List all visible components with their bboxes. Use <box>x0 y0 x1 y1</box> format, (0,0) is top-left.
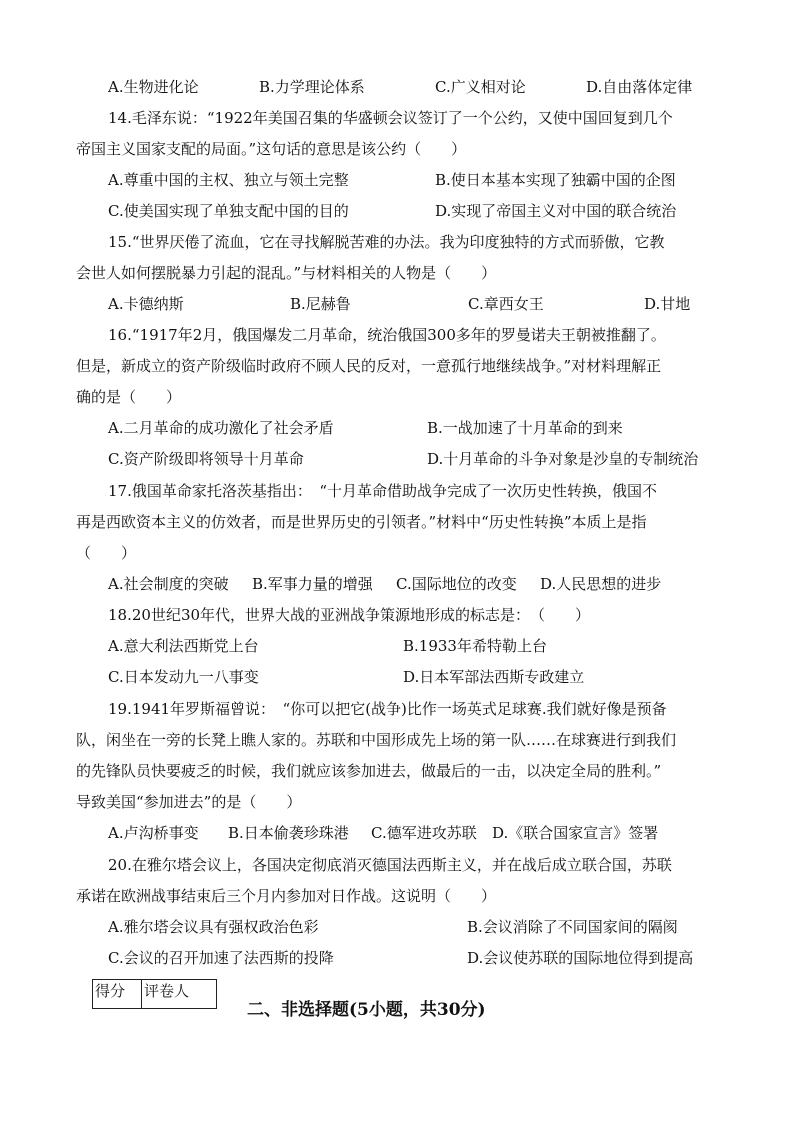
q20-option-a: A.雅尔塔会议具有强权政治色彩 <box>108 918 319 936</box>
q19-option-c: C.德军进攻苏联 <box>371 824 477 842</box>
q16-option-a: A.二月革命的成功激化了社会矛盾 <box>108 419 334 437</box>
q14-option-c: C.使美国实现了单独支配中国的目的 <box>108 202 349 220</box>
q19-option-d: D.《联合国家宣言》签署 <box>492 824 659 842</box>
score-label: 得分 <box>93 980 142 1009</box>
q17-stem-line-2: 再是西欧资本主义的仿效者，而是世界历史的引领者。”材料中“历史性转换”本质上是指 <box>76 513 647 531</box>
q20-option-c: C.会议的召开加速了法西斯的投降 <box>108 949 334 967</box>
q16-stem-line-3: 确的是（ ） <box>76 388 182 406</box>
q18-stem-line-1: 18.20世纪30年代，世界大战的亚洲战争策源地形成的标志是： （ ） <box>108 606 591 624</box>
q14-option-d: D.实现了帝国主义对中国的联合统治 <box>435 202 677 220</box>
q15-option-b: B.尼赫鲁 <box>290 295 351 313</box>
q14-option-a: A.尊重中国的主权、独立与领土完整 <box>108 171 349 189</box>
q20-stem-line-1: 20.在雅尔塔会议上，各国决定彻底消灭德国法西斯主义，并在战后成立联合国，苏联 <box>108 856 672 874</box>
q19-stem-line-2: 队，闲坐在一旁的长凳上瞧人家的。苏联和中国形成先上场的第一队……在球赛进行到我们 <box>76 731 677 749</box>
q13-option-c: C.广义相对论 <box>435 78 526 96</box>
q15-option-d: D.甘地 <box>644 295 691 313</box>
q14-option-b: B.使日本基本实现了独霸中国的企图 <box>435 171 676 189</box>
q14-stem-line-2: 帝国主义国家支配的局面。”这句话的意思是该公约（ ） <box>76 140 467 158</box>
q17-option-a: A.社会制度的突破 <box>108 575 229 593</box>
q17-stem-line-3: （ ） <box>76 544 137 562</box>
grader-label: 评卷人 <box>142 980 217 1009</box>
q17-option-d: D.人民思想的进步 <box>540 575 662 593</box>
section-title: 二、非选择题(5小题，共30分) <box>247 1000 486 1020</box>
q18-option-a: A.意大利法西斯党上台 <box>108 637 259 655</box>
q19-option-b: B.日本偷袭珍珠港 <box>228 824 349 842</box>
q15-stem-line-2: 会世人如何摆脱暴力引起的混乱。”与材料相关的人物是（ ） <box>76 264 497 282</box>
q19-stem-line-1: 19.1941年罗斯福曾说： “你可以把它(战争)比作一场英式足球赛.我们就好像是预备 <box>108 700 667 718</box>
q20-option-b: B.会议消除了不同国家间的隔阂 <box>467 918 678 936</box>
q16-option-d: D.十月革命的斗争对象是沙皇的专制统治 <box>427 450 699 468</box>
q19-option-a: A.卢沟桥事变 <box>108 824 199 842</box>
q14-stem-line-1: 14.毛泽东说：“1922年美国召集的华盛顿会议签订了一个公约，又使中国回复到几个 <box>108 109 673 127</box>
q16-option-c: C.资产阶级即将领导十月革命 <box>108 450 304 468</box>
q16-stem-line-2: 但是，新成立的资产阶级临时政府不顾人民的反对，一意孤行地继续战争。”对材料理解正 <box>76 357 662 375</box>
q19-stem-line-4: 导致美国“参加进去”的是（ ） <box>76 793 302 811</box>
q18-option-d: D.日本军部法西斯专政建立 <box>403 668 585 686</box>
q20-stem-line-2: 承诺在欧洲战事结束后三个月内参加对日作战。这说明（ ） <box>76 887 497 905</box>
q13-option-d: D.自由落体定律 <box>586 78 693 96</box>
q18-option-c: C.日本发动九一八事变 <box>108 668 259 686</box>
q17-option-b: B.军事力量的增强 <box>252 575 373 593</box>
q16-stem-line-1: 16.“1917年2月，俄国爆发二月革命，统治俄国300多年的罗曼诺夫王朝被推翻了。 <box>108 326 666 344</box>
score-table <box>92 979 217 1009</box>
q18-option-b: B.1933年希特勒上台 <box>403 637 547 655</box>
q15-option-c: C.章西女王 <box>468 295 544 313</box>
q17-stem-line-1: 17.俄国革命家托洛茨基指出： “十月革命借助战争完成了一次历史性转换，俄国不 <box>108 482 658 500</box>
q13-option-a: A.生物进化论 <box>108 78 199 96</box>
q15-option-a: A.卡德纳斯 <box>108 295 184 313</box>
q17-option-c: C.国际地位的改变 <box>396 575 517 593</box>
q13-option-b: B.力学理论体系 <box>259 78 365 96</box>
q16-option-b: B.一战加速了十月革命的到来 <box>427 419 623 437</box>
q15-stem-line-1: 15.“世界厌倦了流血，它在寻找解脱苦难的办法。我为印度独特的方式而骄傲，它教 <box>108 233 665 251</box>
q20-option-d: D.会议使苏联的国际地位得到提高 <box>467 949 694 967</box>
q19-stem-line-3: 的先锋队员快要疲乏的时候，我们就应该参加进去，做最后的一击，以决定全局的胜利。” <box>76 762 662 780</box>
